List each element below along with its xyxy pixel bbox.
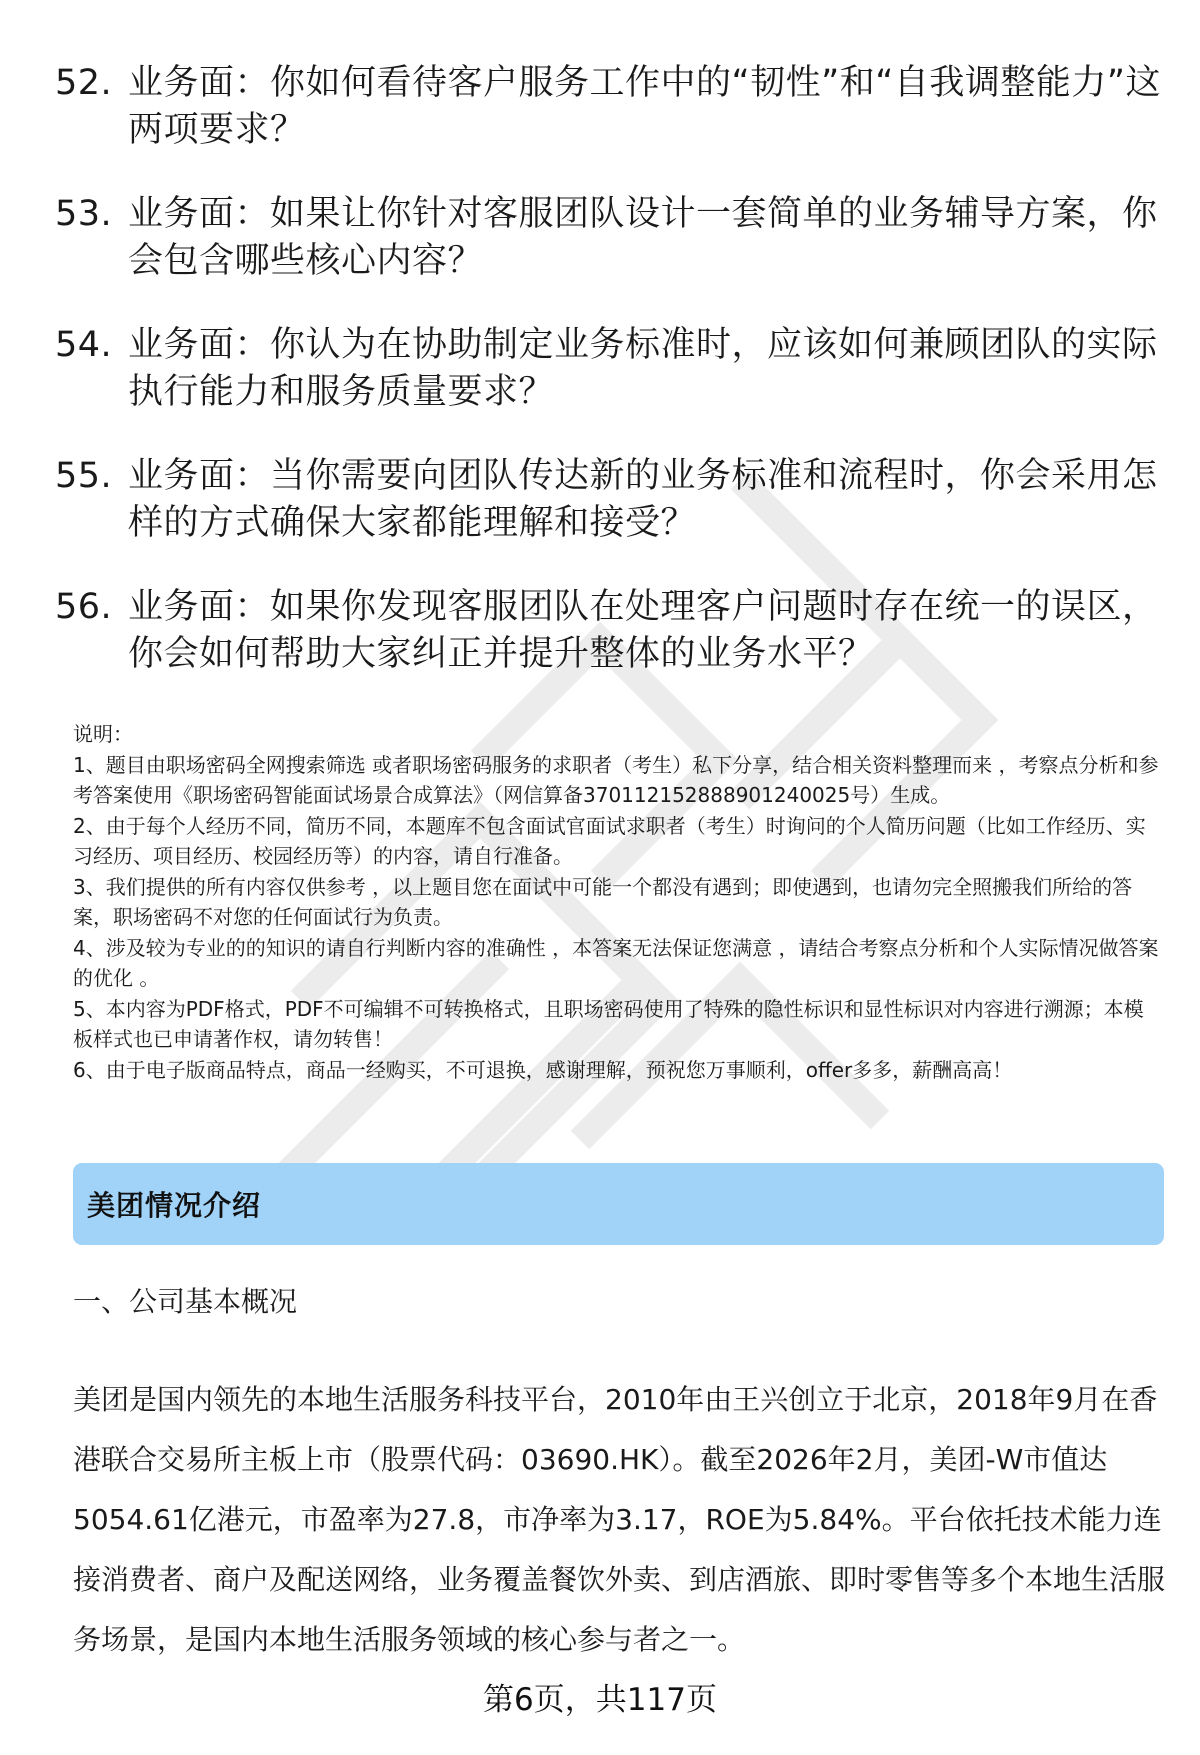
question-number: 55. xyxy=(55,456,113,496)
question-text: 业务面：你认为在协助制定业务标准时，应该如何兼顾团队的实际执行能力和服务质量要求？ xyxy=(128,325,1158,412)
question-number: 53. xyxy=(55,194,113,234)
question-text: 业务面：你如何看待客户服务工作中的“韧性”和“自我调整能力”这两项要求？ xyxy=(128,63,1162,150)
question-number: 54. xyxy=(55,325,113,365)
note-item: 3、我们提供的所有内容仅供参考 ，以上题目您在面试中可能一个都没有遇到；即使遇到，也请勿完全照搬我们所给的答案，职场密码不对您的任何面试行为负责。 xyxy=(73,874,1133,929)
question-text: 业务面：如果你发现客服团队在处理客户问题时存在统一的误区，你会如何帮助大家纠正并提升整体的业务水平？ xyxy=(128,587,1158,674)
company-overview-paragraph: 美团是国内领先的本地生活服务科技平台，2010年由王兴创立于北京，2018年9月在香港联合交易所主板上市（股票代码：03690.HK）。截至2026年2月，美团-W市值达5054.61亿港元，市盈率为27.8，市净率为3.17，ROE为5.84%。平台依托技术能力连接消费者、商户及配送网络，业务覆盖餐饮外卖、到店酒旅、即时零售等多个本地生活服务场景，是国内本地生活服务领域的核心参与者之一。 xyxy=(73,1383,1166,1656)
question-number: 56. xyxy=(55,587,113,627)
question-item xyxy=(55,60,1165,154)
section-banner xyxy=(73,1163,1164,1245)
question-item xyxy=(55,453,1165,547)
banner-title: 美团情况介绍 xyxy=(87,1189,262,1222)
question-text: 业务面：当你需要向团队传达新的业务标准和流程时，你会采用怎样的方式确保大家都能理解和接受？ xyxy=(128,456,1158,543)
note-item: 4、涉及较为专业的的知识的请自行判断内容的准确性 ，本答案无法保证您满意 ，请结合考察点分析和个人实际情况做答案的优化 。 xyxy=(73,935,1159,990)
note-item: 5、本内容为PDF格式，PDF不可编辑不可转换格式，且职场密码使用了特殊的隐性标识和显性标识对内容进行溯源；本模板样式也已申请著作权，请勿转售！ xyxy=(73,996,1144,1051)
section-heading: 一、公司基本概况 xyxy=(73,1285,298,1318)
question-list xyxy=(55,60,1165,715)
question-item xyxy=(55,191,1165,285)
disclaimer-notes xyxy=(73,719,1163,1085)
note-item: 2、由于每个人经历不同，简历不同，本题库不包含面试官面试求职者（考生）时询问的个人简历问题（比如工作经历、实习经历、项目经历、校园经历等）的内容，请自行准备。 xyxy=(73,813,1146,868)
page-indicator: 第6页，共117页 xyxy=(483,1682,717,1718)
question-item xyxy=(55,584,1165,678)
question-item xyxy=(55,322,1165,416)
note-item: 1、题目由职场密码全网搜索筛选 或者职场密码服务的求职者（考生）私下分享，结合相关资料整理而来 ，考察点分析和参考答案使用《职场密码智能面试场景合成算法》（网信算备370112152888901240025号）生成。 xyxy=(73,752,1159,807)
question-text: 业务面：如果让你针对客服团队设计一套简单的业务辅导方案，你会包含哪些核心内容？ xyxy=(128,194,1158,281)
question-number: 52. xyxy=(55,63,113,103)
notes-title: 说明： xyxy=(73,722,133,746)
note-item: 6、由于电子版商品特点，商品一经购买，不可退换，感谢理解，预祝您万事顺利，offer多多，薪酬高高！ xyxy=(73,1057,1013,1082)
